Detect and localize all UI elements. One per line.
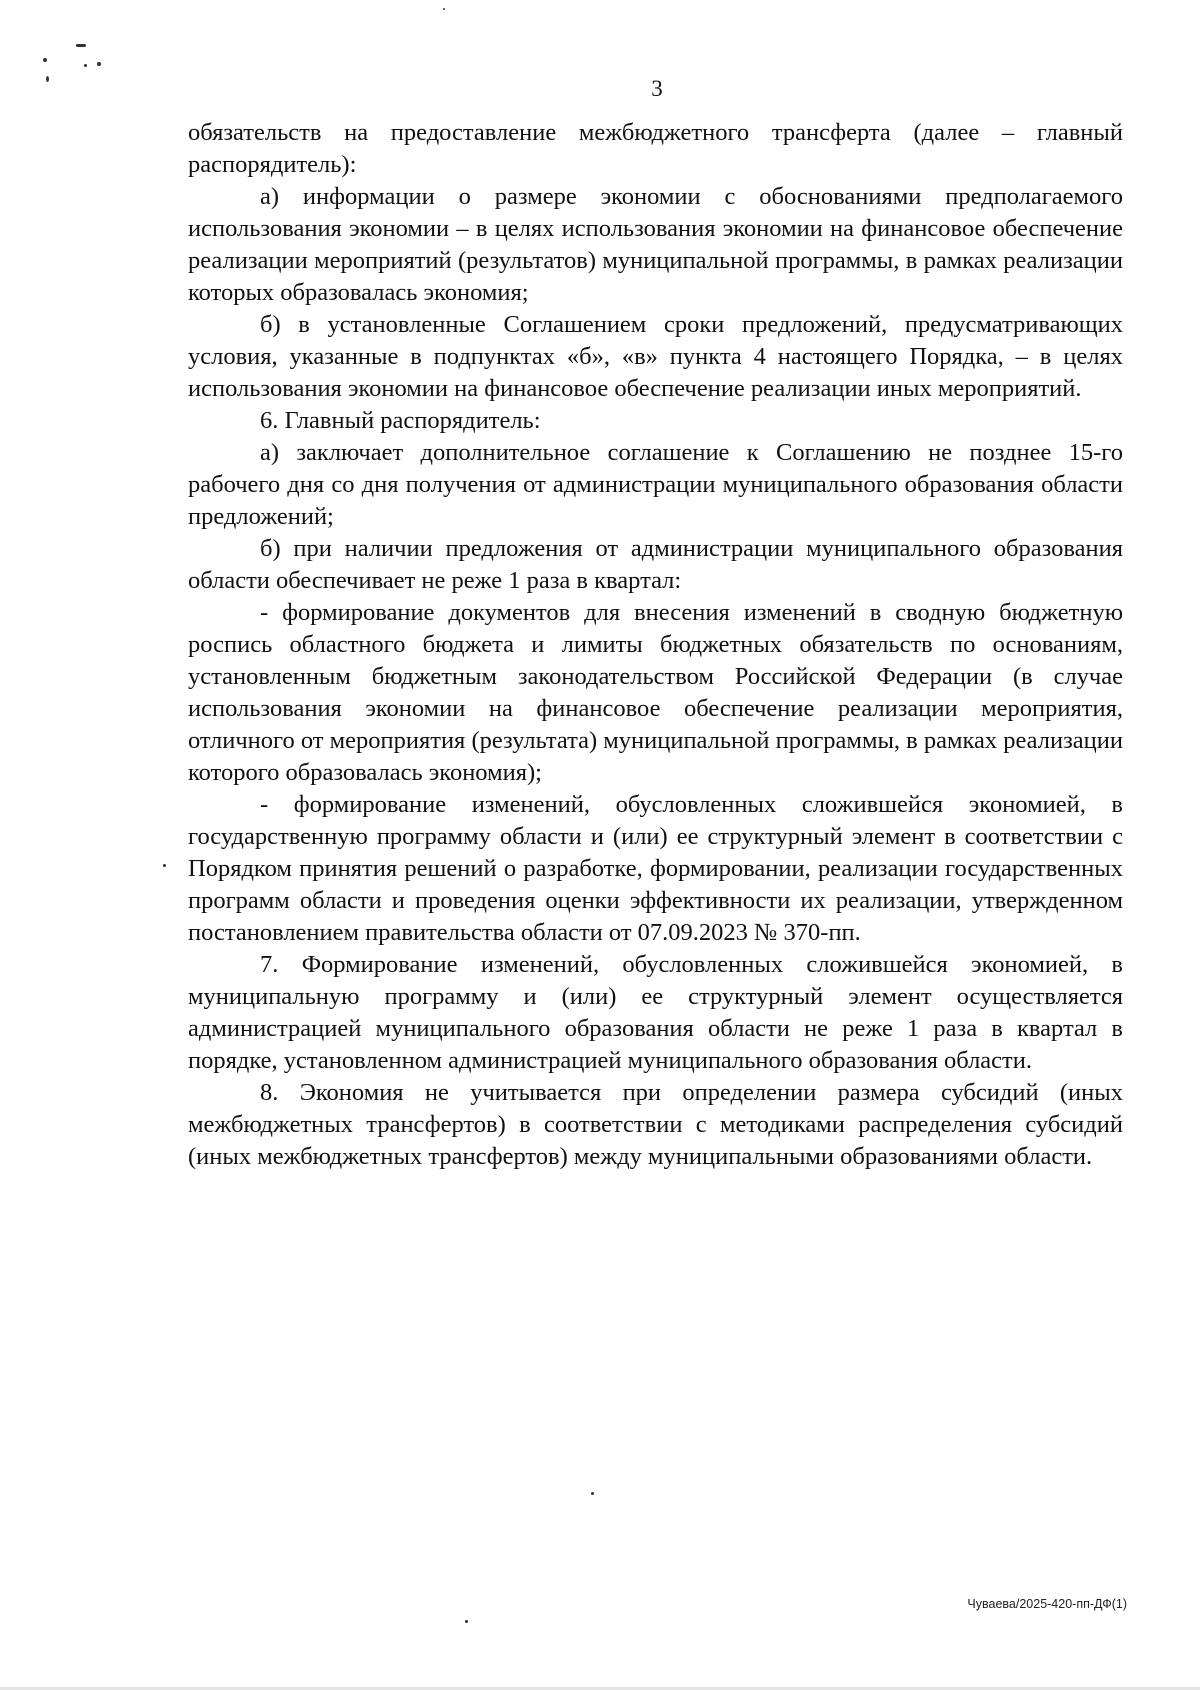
page-number: 3 [651, 76, 663, 101]
scan-speck [591, 1492, 594, 1495]
body-paragraph: б) в установленные Соглашением сроки предложений, предусматривающих условия, указанные в подпунктах «б», «в» пункта 4 настоящего Порядка, – в целях использования экономии на финансовое обеспечение реализации иных мероприятий. [188, 311, 1123, 402]
scan-speck [163, 864, 166, 867]
body-paragraph: 6. Главный распорядитель: [260, 407, 541, 434]
body-paragraph: - формирование документов для внесения изменений в сводную бюджетную роспись областного бюджета и лимиты бюджетных обязательств по основаниям, установленным бюджетным законодательством Российской Федерации (в случае использования экономии на финансовое обеспечение реализации мероприятия, отличного от мероприятия (результата) муниципальной программы, в рамках реализации которого образовалась экономия); [188, 599, 1123, 786]
body-paragraph: а) заключает дополнительное соглашение к Соглашению не позднее 15-го рабочего дня со дня получения от администрации муниципального образования области предложений; [188, 439, 1123, 530]
scan-speck [76, 44, 86, 47]
body-paragraph: обязательств на предоставление межбюджетного трансферта (далее – главный распорядитель): [188, 119, 1123, 178]
body-paragraph: 8. Экономия не учитывается при определении размера субсидий (иных межбюджетных трансфертов) в соответствии с методиками распределения субсидий (иных межбюджетных трансфертов) между муниципальными образованиями области. [188, 1079, 1123, 1170]
body-paragraph: б) при наличии предложения от администрации муниципального образования области обеспечивает не реже 1 раза в квартал: [188, 535, 1123, 594]
body-paragraph: а) информации о размере экономии с обоснованиями предполагаемого использования экономии – в целях использования экономии на финансовое обеспечение реализации мероприятий (результатов) муниципальной программы, в рамках реализации которых образовалась экономия; [188, 183, 1123, 306]
scan-speck [43, 58, 47, 62]
scan-speck [465, 1620, 468, 1623]
scan-speck [84, 64, 87, 67]
document-body [188, 117, 1123, 1173]
scan-speck [97, 62, 101, 66]
document-code: Чуваева/2025-420-пп-ДФ(1) [967, 1597, 1127, 1611]
body-paragraph: 7. Формирование изменений, обусловленных сложившейся экономией, в муниципальную программу и (или) ее структурный элемент осуществляется администрацией муниципального образования области не реже 1 раза в квартал в порядке, установленном администрацией муниципального образования области. [188, 951, 1123, 1074]
scan-speck [443, 8, 445, 10]
body-paragraph: - формирование изменений, обусловленных сложившейся экономией, в государственную программу области и (или) ее структурный элемент в соответствии с Порядком принятия решений о разработке, формировании, реализации государственных программ области и проведения оценки эффективности их реализации, утвержденном постановлением правительства области от 07.09.2023 № 370-пп. [188, 791, 1123, 946]
